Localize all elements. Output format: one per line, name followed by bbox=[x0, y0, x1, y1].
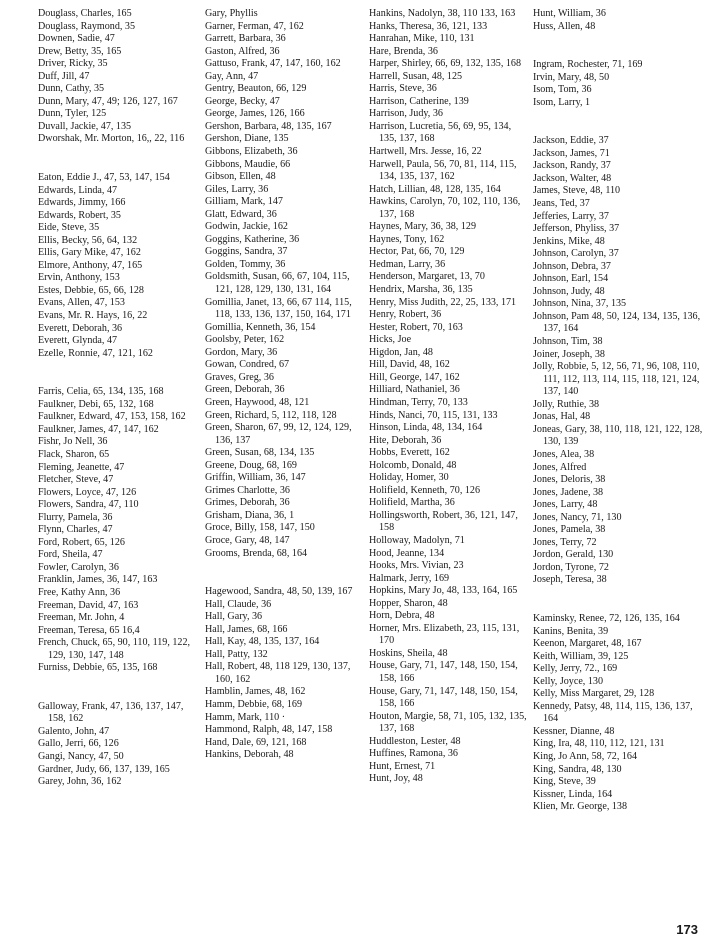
index-entry: Gary, Phyllis bbox=[205, 8, 258, 19]
index-entry: Gomillia, Kenneth, 36, 154 bbox=[205, 321, 316, 333]
index-entry: Johnson, Carolyn, 37 bbox=[533, 248, 619, 260]
index-entry: Harrison, Judy, 36 bbox=[369, 108, 443, 120]
index-entry: Garrett, Barbara, 36 bbox=[205, 33, 286, 45]
index-entry: Free, Kathy Ann, 36 bbox=[38, 586, 121, 598]
index-entry: Eaton, Eddie J., 47, 53, 147, 154 bbox=[38, 172, 170, 184]
index-entry: Kissner, Linda, 164 bbox=[533, 788, 613, 800]
index-entry: Garner, Ferman, 47, 162 bbox=[205, 20, 304, 32]
page-number: 173 bbox=[676, 922, 698, 937]
index-entry: Jackson, James, 71 bbox=[533, 147, 610, 159]
index-entry: Gangi, Nancy, 47, 50 bbox=[38, 750, 124, 762]
index-entry: Henry, Miss Judith, 22, 25, 133, 171 bbox=[369, 296, 517, 308]
index-entry: Hall, Claude, 36 bbox=[205, 598, 272, 610]
index-entry: Gowan, Condred, 67 bbox=[205, 359, 290, 371]
index-column-1 bbox=[38, 8, 196, 789]
index-entry: Hall, Gary, 36 bbox=[205, 611, 263, 623]
index-entry: Isom, Larry, 1 bbox=[533, 96, 591, 108]
index-entry: Jefferies, Larry, 37 bbox=[533, 210, 609, 222]
index-entry: Jefferson, Phyliss, 37 bbox=[533, 223, 620, 235]
index-entry: Flurry, Pamela, 36 bbox=[38, 511, 113, 523]
index-entry: Holifield, Kenneth, 70, 126 bbox=[369, 484, 481, 496]
letter-section-gap bbox=[205, 560, 363, 586]
index-entry: Keenon, Margaret, 48, 167 bbox=[533, 638, 642, 650]
letter-section-gap bbox=[38, 360, 196, 386]
index-entry: Goggins, Katherine, 36 bbox=[205, 233, 300, 245]
index-entry: Kanins, Benita, 39 bbox=[533, 625, 609, 637]
index-entry: Hunt, Ernest, 71 bbox=[369, 760, 436, 772]
index-entry: Horn, Debra, 48 bbox=[369, 610, 435, 622]
index-entry: Ezelle, Ronnie, 47, 121, 162 bbox=[38, 347, 153, 359]
index-entry: Flowers, Sandra, 47, 110 bbox=[38, 499, 139, 511]
index-entry: Greene, Doug, 68, 169 bbox=[205, 459, 297, 471]
index-entry: Hector, Pat, 66, 70, 129 bbox=[369, 246, 465, 258]
index-entry: Green, Deborah, 36 bbox=[205, 384, 285, 396]
index-entry: Ingram, Rochester, 71, 169 bbox=[533, 59, 643, 71]
index-entry: Faulkner, James, 47, 147, 162 bbox=[38, 423, 159, 435]
index-entry: Jackson, Randy, 37 bbox=[533, 160, 611, 172]
index-entry: Fleming, Jeanette, 47 bbox=[38, 461, 125, 473]
index-entry: Green, Sharon, 67, 99, 12, 124, 129, 136, 137 bbox=[205, 422, 352, 446]
index-entry: Douglass, Raymond, 35 bbox=[38, 20, 136, 32]
index-entry: Harper, Shirley, 66, 69, 132, 135, 168 bbox=[369, 58, 522, 70]
index-entry: Gibson, Ellen, 48 bbox=[205, 171, 276, 183]
index-entry: Kelly, Joyce, 130 bbox=[533, 675, 603, 687]
index-entry: Joneas, Gary, 38, 110, 118, 121, 122, 128, 130, 139 bbox=[533, 423, 703, 448]
index-entry: Godwin, Jackie, 162 bbox=[205, 221, 288, 233]
index-entry: Green, Haywood, 48, 121 bbox=[205, 396, 310, 408]
index-entry: Freeman, Mr. John, 4 bbox=[38, 612, 125, 624]
index-entry: Hunt, Joy, 48 bbox=[369, 773, 423, 785]
index-entry: Green, Richard, 5, 112, 118, 128 bbox=[205, 409, 337, 421]
index-entry: Jones, Larry, 48 bbox=[533, 499, 598, 511]
index-entry: Hammond, Ralph, 48, 147, 158 bbox=[205, 724, 333, 736]
index-entry: Kaminsky, Renee, 72, 126, 135, 164 bbox=[533, 612, 680, 624]
index-entry: Holloway, Madolyn, 71 bbox=[369, 534, 465, 546]
index-entry: Kessner, Dianne, 48 bbox=[533, 725, 615, 737]
index-entry: Harrell, Susan, 48, 125 bbox=[369, 70, 463, 82]
index-entry: Franklin, James, 36, 147, 163 bbox=[38, 574, 158, 586]
index-entry: Duff, Jill, 47 bbox=[38, 70, 90, 82]
index-entry: Harwell, Paula, 56, 70, 81, 114, 115, 134, 135, 137, 162 bbox=[369, 158, 517, 183]
index-entry: Hare, Brenda, 36 bbox=[369, 45, 438, 57]
index-entry: Farris, Celia, 65, 134, 135, 168 bbox=[38, 386, 164, 398]
index-entry: Johnson, Nina, 37, 135 bbox=[533, 298, 627, 310]
index-entry: Jones, Pamela, 38 bbox=[533, 524, 606, 536]
index-column-2 bbox=[205, 8, 363, 762]
index-entry: Higdon, Jan, 48 bbox=[369, 346, 433, 358]
index-entry: House, Gary, 71, 147, 148, 150, 154, 158, 166 bbox=[369, 685, 518, 710]
index-entry: Jones, Deloris, 38 bbox=[533, 474, 606, 486]
index-entry: Hamm, Debbie, 68, 169 bbox=[205, 698, 302, 710]
index-entry: Flynn, Charles, 47 bbox=[38, 524, 113, 536]
index-entry: Dunn, Tyler, 125 bbox=[38, 108, 107, 120]
index-entry: Faulkner, Edward, 47, 153, 158, 162 bbox=[38, 411, 186, 423]
index-entry: Kennedy, Patsy, 48, 114, 115, 136, 137, 164 bbox=[533, 700, 693, 725]
index-entry: Gibbons, Elizabeth, 36 bbox=[205, 146, 298, 158]
index-entry: Johnson, Debra, 37 bbox=[533, 260, 611, 272]
index-entry: Hatch, Lillian, 48, 128, 135, 164 bbox=[369, 183, 501, 195]
index-entry: Freeman, Teresa, 65 16,4 bbox=[38, 624, 140, 636]
index-entry: George, Becky, 47 bbox=[205, 95, 280, 107]
index-entry: Jordon, Gerald, 130 bbox=[533, 549, 614, 561]
index-entry: Hooks, Mrs. Vivian, 23 bbox=[369, 560, 464, 572]
index-entry: Hanks, Theresa, 36, 121, 133 bbox=[369, 20, 488, 32]
index-entry: Goggins, Sandra, 37 bbox=[205, 246, 288, 258]
index-entry: Houton, Margie, 58, 71, 105, 132, 135, 137, 168 bbox=[369, 710, 527, 735]
index-entry: Klien, Mr. George, 138 bbox=[533, 801, 628, 813]
index-entry: Holifield, Martha, 36 bbox=[369, 497, 455, 509]
index-entry: Hunt, William, 36 bbox=[533, 8, 606, 19]
index-entry: Estes, Debbie, 65, 66, 128 bbox=[38, 284, 144, 296]
index-entry: Dunn, Cathy, 35 bbox=[38, 83, 105, 95]
index-entry: Hand, Dale, 69, 121, 168 bbox=[205, 736, 307, 748]
index-entry: Hankins, Deborah, 48 bbox=[205, 749, 294, 761]
index-entry: Jordon, Tyrone, 72 bbox=[533, 561, 609, 573]
index-entry: Jenkins, Mike, 48 bbox=[533, 235, 605, 247]
index-entry: Johnson, Judy, 48 bbox=[533, 285, 605, 297]
index-entry: Golden, Tommy, 36 bbox=[205, 258, 286, 270]
index-entry: Freeman, David, 47, 163 bbox=[38, 599, 139, 611]
index-entry: Downen, Sadie, 47 bbox=[38, 33, 115, 45]
index-entry: Gilliam, Mark, 147 bbox=[205, 196, 283, 208]
index-entry: Hamm, Mark, 110 · bbox=[205, 711, 286, 723]
index-entry: Fletcher, Steve, 47 bbox=[38, 474, 114, 486]
index-entry: Irvin, Mary, 48, 50 bbox=[533, 71, 610, 83]
letter-section-gap bbox=[38, 146, 196, 172]
index-entry: Jones, Jadene, 38 bbox=[533, 486, 604, 498]
index-entry: Jones, Nancy, 71, 130 bbox=[533, 511, 622, 523]
index-entry: King, Steve, 39 bbox=[533, 776, 596, 788]
index-entry: Furniss, Debbie, 65, 135, 168 bbox=[38, 662, 158, 674]
index-entry: Hamblin, James, 48, 162 bbox=[205, 686, 306, 698]
index-entry: King, Jo Ann, 58, 72, 164 bbox=[533, 750, 638, 762]
index-entry: Hopper, Sharon, 48 bbox=[369, 597, 448, 609]
index-entry: Johnson, Pam 48, 50, 124, 134, 135, 136, 137, 164 bbox=[533, 310, 701, 335]
index-entry: Gaston, Alfred, 36 bbox=[205, 45, 280, 57]
index-entry: Flack, Sharon, 65 bbox=[38, 448, 110, 460]
index-entry: Hester, Robert, 70, 163 bbox=[369, 321, 463, 333]
index-column-4 bbox=[533, 8, 703, 814]
index-entry: French, Chuck, 65, 90, 110, 119, 122, 129, 130, 147, 148 bbox=[38, 637, 191, 661]
index-entry: Edwards, Robert, 35 bbox=[38, 209, 121, 221]
index-entry: Hollingsworth, Robert, 36, 121, 147, 158 bbox=[369, 509, 518, 534]
index-entry: Goldsmith, Susan, 66, 67, 104, 115, 121, 128, 129, 130, 131, 164 bbox=[205, 271, 350, 296]
index-entry: Gardner, Judy, 66, 137, 139, 165 bbox=[38, 763, 170, 775]
index-entry: Ellis, Becky, 56, 64, 132 bbox=[38, 234, 138, 246]
index-entry: Jolly, Robbie, 5, 12, 56, 71, 96, 108, 110, 111, 112, 113, 114, 115, 118, 121, 124, 137, 140 bbox=[533, 361, 700, 398]
index-entry: Gay, Ann, 47 bbox=[205, 70, 259, 82]
index-entry: Elmore, Anthony, 47, 165 bbox=[38, 259, 143, 271]
index-entry: Gomillia, Janet, 13, 66, 67 114, 115, 118, 133, 136, 137, 150, 164, 171 bbox=[205, 296, 352, 321]
index-entry: Hite, Deborah, 36 bbox=[369, 434, 442, 446]
index-entry: Hanrahan, Mike, 110, 131 bbox=[369, 33, 475, 45]
index-entry: Kelly, Jerry, 72., 169 bbox=[533, 663, 618, 675]
index-entry: Groce, Gary, 48, 147 bbox=[205, 534, 290, 546]
index-entry: Jones, Alea, 38 bbox=[533, 448, 595, 460]
index-entry: Isom, Tom, 36 bbox=[533, 84, 592, 96]
index-entry: Edwards, Linda, 47 bbox=[38, 184, 118, 196]
index-entry: Henry, Robert, 36 bbox=[369, 309, 442, 321]
index-entry: Gershon, Barbara, 48, 135, 167 bbox=[205, 120, 332, 132]
index-entry: Hopkins, Mary Jo, 48, 133, 164, 165 bbox=[369, 585, 518, 597]
index-column-3 bbox=[369, 8, 531, 786]
index-entry: Harris, Steve, 36 bbox=[369, 83, 437, 95]
index-entry: Grimes Charlotte, 36 bbox=[205, 484, 290, 496]
index-entry: Holcomb, Donald, 48 bbox=[369, 459, 457, 471]
index-entry: Garey, John, 36, 162 bbox=[38, 776, 122, 788]
letter-section-gap bbox=[533, 587, 703, 613]
index-entry: Hobbs, Everett, 162 bbox=[369, 447, 450, 459]
index-entry: Kelly, Miss Margaret, 29, 128 bbox=[533, 688, 655, 700]
index-entry: Grisham, Diana, 36, 1 bbox=[205, 509, 295, 521]
index-entry: Everett, Glynda, 47 bbox=[38, 335, 118, 347]
letter-section-gap bbox=[533, 33, 703, 59]
index-entry: Grimes, Deborah, 36 bbox=[205, 497, 290, 509]
index-entry: Hendrix, Marsha, 36, 135 bbox=[369, 284, 473, 296]
index-entry: Glatt, Edward, 36 bbox=[205, 208, 277, 220]
index-entry: Jeans, Ted, 37 bbox=[533, 198, 590, 210]
index-entry: Hall, Kay, 48, 135, 137, 164 bbox=[205, 636, 320, 648]
index-entry: Gibbons, Maudie, 66 bbox=[205, 158, 291, 170]
index-entry: Joseph, Teresa, 38 bbox=[533, 574, 607, 586]
index-entry: Goolsby, Peter, 162 bbox=[205, 334, 285, 346]
index-entry: Huddleston, Lester, 48 bbox=[369, 735, 461, 747]
index-entry: Harrison, Lucretia, 56, 69, 95, 134, 135, 137, 168 bbox=[369, 120, 512, 145]
letter-section-gap bbox=[38, 675, 196, 701]
index-entry: Evans, Mr. R. Hays, 16, 22 bbox=[38, 310, 148, 322]
index-entry: Jackson, Eddie, 37 bbox=[533, 135, 609, 147]
index-entry: Faulkner, Debi, 65, 132, 168 bbox=[38, 398, 154, 410]
index-entry: Fishr, Jo Nell, 36 bbox=[38, 436, 108, 448]
index-entry: Hindman, Terry, 70, 133 bbox=[369, 396, 468, 408]
index-entry: Huss, Allen, 48 bbox=[533, 20, 596, 32]
index-entry: Harrison, Catherine, 139 bbox=[369, 95, 469, 107]
index-entry: Huffines, Ramona, 36 bbox=[369, 748, 458, 760]
index-entry: Gattuso, Frank, 47, 147, 160, 162 bbox=[205, 58, 341, 70]
index-entry: Ellis, Gary Mike, 47, 162 bbox=[38, 247, 141, 259]
index-entry: Edwards, Jimmy, 166 bbox=[38, 197, 126, 209]
index-entry: Jolly, Ruthie, 38 bbox=[533, 398, 600, 410]
index-entry: Joiner, Joseph, 38 bbox=[533, 348, 605, 360]
index-entry: Fowler, Carolyn, 36 bbox=[38, 561, 119, 573]
index-entry: Hill, George, 147, 162 bbox=[369, 371, 460, 383]
index-entry: Eide, Steve, 35 bbox=[38, 222, 100, 234]
index-entry: Giles, Larry, 36 bbox=[205, 183, 269, 195]
index-entry: Holiday, Homer, 30 bbox=[369, 472, 449, 484]
index-entry: Hall, James, 68, 166 bbox=[205, 623, 288, 635]
index-entry: Haynes, Tony, 162 bbox=[369, 233, 445, 245]
index-entry: Hill, David, 48, 162 bbox=[369, 359, 450, 371]
index-entry: Gershon, Diane, 135 bbox=[205, 133, 289, 145]
index-entry: Hinson, Linda, 48, 134, 164 bbox=[369, 422, 483, 434]
index-entry: Gallo, Jerri, 66, 126 bbox=[38, 738, 119, 750]
index-entry: Hoskins, Sheila, 48 bbox=[369, 647, 448, 659]
index-entry: Grooms, Brenda, 68, 164 bbox=[205, 547, 308, 559]
index-entry: Galloway, Frank, 47, 136, 137, 147, 158, 162 bbox=[38, 700, 184, 725]
index-entry: Gentry, Beauton, 66, 129 bbox=[205, 83, 307, 95]
index-entry: Hall, Patty, 132 bbox=[205, 648, 268, 660]
index-entry: Hicks, Joe bbox=[369, 334, 412, 346]
index-entry: Dworshak, Mr. Morton, 16,, 22, 116 bbox=[38, 133, 185, 145]
index-entry: Graves, Greg, 36 bbox=[205, 371, 274, 383]
index-entry: Hankins, Nadolyn, 38, 110 133, 163 bbox=[369, 8, 516, 19]
index-entry: Hartwell, Mrs. Jesse, 16, 22 bbox=[369, 146, 482, 158]
index-entry: Galento, John, 47 bbox=[38, 725, 110, 737]
index-entry: Hedman, Larry, 36 bbox=[369, 258, 446, 270]
index-entry: Johnson, Tim, 38 bbox=[533, 336, 603, 348]
index-entry: Keith, William, 39, 125 bbox=[533, 650, 629, 662]
index-entry: Evans, Allen, 47, 153 bbox=[38, 297, 125, 309]
index-entry: Griffin, William, 36, 147 bbox=[205, 472, 306, 484]
index-entry: Halmark, Jerry, 169 bbox=[369, 572, 450, 584]
index-entry: Ervin, Anthony, 153 bbox=[38, 272, 120, 284]
index-entry: Gordon, Mary, 36 bbox=[205, 346, 278, 358]
index-entry: Hinds, Nanci, 70, 115, 131, 133 bbox=[369, 409, 498, 421]
index-entry: Jonas, Hal, 48 bbox=[533, 411, 591, 423]
index-entry: Horner, Mrs. Elizabeth, 23, 115, 131, 170 bbox=[369, 622, 520, 647]
index-entry: Johnson, Earl, 154 bbox=[533, 273, 609, 285]
index-entry: Hall, Robert, 48, 118 129, 130, 137, 160, 162 bbox=[205, 661, 351, 685]
index-entry: Hilliard, Nathaniel, 36 bbox=[369, 384, 460, 396]
index-entry: Douglass, Charles, 165 bbox=[38, 8, 132, 19]
index-entry: Hagewood, Sandra, 48, 50, 139, 167 bbox=[205, 586, 353, 598]
index-entry: Jones, Terry, 72 bbox=[533, 536, 597, 548]
index-entry: King, Sandra, 48, 130 bbox=[533, 763, 622, 775]
index-entry: George, James, 126, 166 bbox=[205, 108, 305, 120]
index-entry: Dunn, Mary, 47, 49; 126, 127, 167 bbox=[38, 95, 178, 107]
index-entry: Jones, Alfred bbox=[533, 461, 587, 473]
index-entry: Groce, Billy, 158, 147, 150 bbox=[205, 522, 315, 534]
index-entry: Driver, Ricky, 35 bbox=[38, 58, 108, 70]
index-entry: Hood, Jeanne, 134 bbox=[369, 547, 445, 559]
letter-section-gap bbox=[533, 109, 703, 135]
index-entry: Green, Susan, 68, 134, 135 bbox=[205, 447, 315, 459]
index-entry: House, Gary, 71, 147, 148, 150, 154, 158, 166 bbox=[369, 660, 518, 684]
index-entry: Drew, Betty, 35, 165 bbox=[38, 45, 122, 57]
index-entry: Everett, Deborah, 36 bbox=[38, 322, 123, 334]
index-entry: Ford, Robert, 65, 126 bbox=[38, 536, 125, 548]
index-entry: Duvall, Jackie, 47, 135 bbox=[38, 120, 132, 132]
index-entry: Jackson, Walter, 48 bbox=[533, 172, 612, 184]
index-entry: Hawkins, Carolyn, 70, 102, 110, 136, 137, 168 bbox=[369, 196, 521, 220]
index-entry: Haynes, Mary, 36, 38, 129 bbox=[369, 221, 476, 233]
index-entry: James, Steve, 48, 110 bbox=[533, 185, 621, 197]
index-entry: Henderson, Margaret, 13, 70 bbox=[369, 271, 485, 283]
index-entry: Flowers, Loyce, 47, 126 bbox=[38, 486, 137, 498]
index-entry: King, Ira, 48, 110, 112, 121, 131 bbox=[533, 738, 665, 750]
index-entry: Ford, Sheila, 47 bbox=[38, 549, 103, 561]
